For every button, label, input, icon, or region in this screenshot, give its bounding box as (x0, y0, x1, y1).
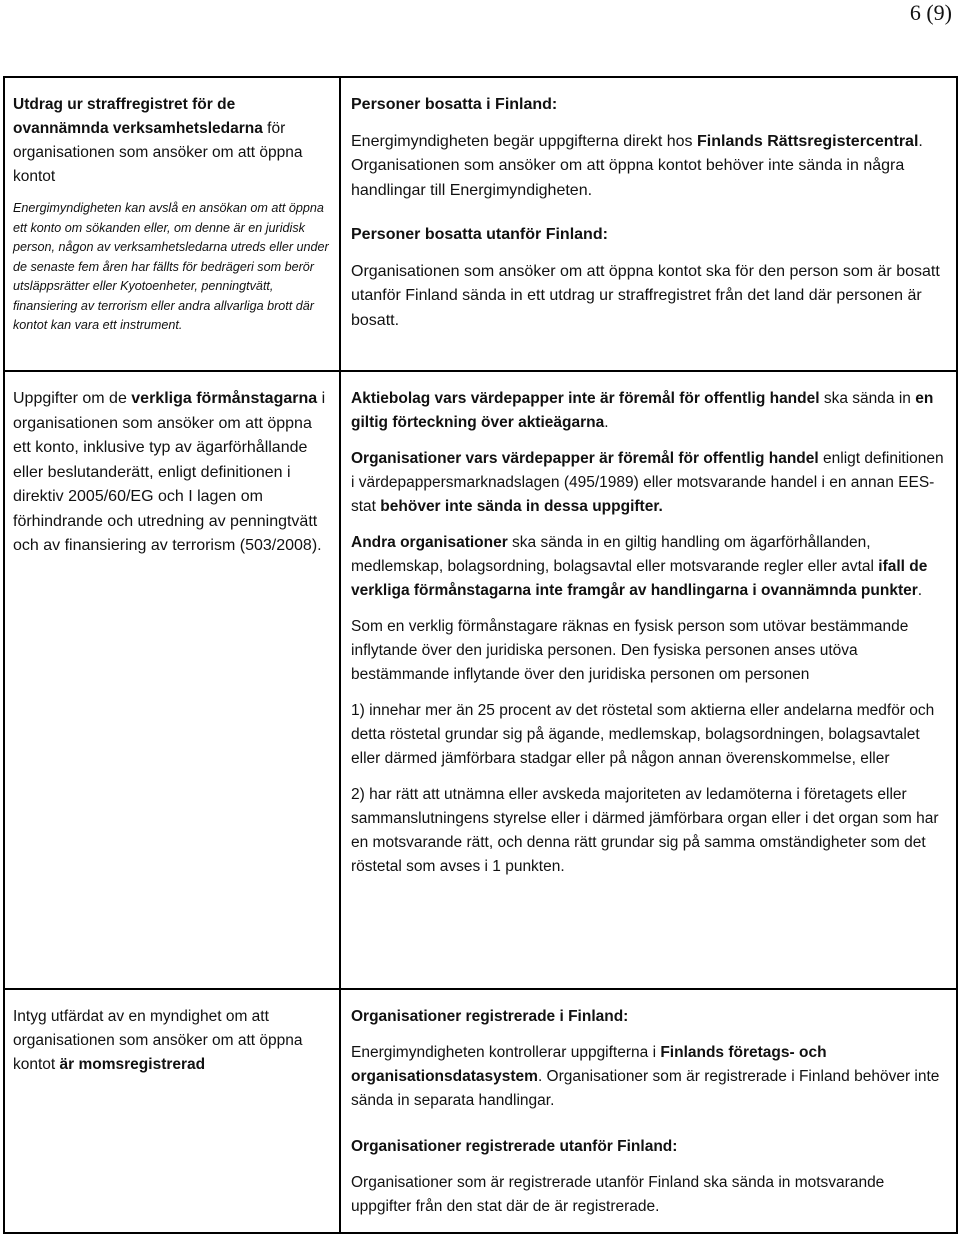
listed-organisations-text: Organisationer vars värdepapper är föremål för offentlig handel enligt definitionen i värdepappersmarknadslagen (495/1989) eller motsvarande handel i en annan EES-stat behöver inte sända in dessa uppgifter. (351, 450, 944, 515)
vat-info-cell (340, 989, 957, 1233)
table-row (4, 371, 957, 989)
beneficial-owners-label-cell (4, 371, 340, 989)
criminal-record-heading-rest: för organisationen som ansöker om att öppna kontot (13, 120, 303, 185)
registered-abroad-text: Organisationer som är registrerade utanför Finland ska sända in motsvarande uppgifter från den stat där de är registrerade. (351, 1174, 885, 1215)
document-table (3, 76, 958, 1234)
other-organisations-text: Andra organisationer ska sända in en giltig handling om ägarförhållanden, medlemskap, bolagsordning, bolagsavtal eller motsvarande regler eller avtal ifall de verkliga förmånstagarna inte framgår av handlingarna i ovannämnda punkter. (351, 534, 928, 599)
table-row (4, 989, 957, 1233)
definition-point-2: 2) har rätt att utnämna eller avskeda majoriteten av ledamöterna i företagets eller sammanslutningens styrelse eller i därmed jämförbara organ eller i det organ som har en motsvarande rätt, och denna rätt grundar sig på samma omständigheter som det röstetal som avses i 1 punkten. (351, 786, 939, 875)
definition-point-1: 1) innehar mer än 25 procent av det röstetal som aktierna eller andelarna medför och detta röstetal grundar sig på ägande, medlemskap, bolagsordningen, bolagsavtalet eller därmed jämförbara stadgar eller på någon annan överenskommelse, eller (351, 702, 935, 767)
criminal-record-note: Energimyndigheten kan avslå en ansökan om att öppna ett konto om sökanden eller, om denne är en juridisk person, någon av verksamhetsledarna utreds eller under de senaste fem åren har fällts för bedrägeri som berör utsläppsrätter eller Kyotoenheter, penningtvätt, finansiering av terrorism eller andra allvarliga brott där kontot kan vara ett instrument. (13, 201, 329, 332)
beneficial-owner-definition: Som en verklig förmånstagare räknas en fysisk person som utövar bestämmande inflytande över den juridiska personen. Den fysiska personen anses utöva bestämmande inflytande över den juridiska personen om personen (351, 618, 909, 683)
table-row (4, 77, 957, 371)
beneficial-owners-info-cell (340, 371, 957, 989)
registered-finland-heading: Organisationer registrerade i Finland: (351, 1008, 629, 1025)
residents-finland-text: Energimyndigheten begär uppgifterna direkt hos Finlands Rättsregistercentral. Organisationen som ansöker om att öppna kontot behöver inte sända in några handlingar till Energimyndigheten. (351, 132, 923, 199)
page-number: 6 (9) (909, 0, 952, 25)
criminal-record-info-cell (340, 77, 957, 371)
vat-certificate-label: Intyg utfärdat av en myndighet om att organisationen som ansöker om att öppna kontot är momsregistrerad (13, 1008, 303, 1073)
residents-abroad-heading: Personer bosatta utanför Finland: (351, 226, 608, 243)
vat-label-cell (4, 989, 340, 1233)
criminal-record-heading (13, 93, 331, 189)
criminal-record-label-cell (4, 77, 340, 371)
beneficial-owners-label: Uppgifter om de verkliga förmånstagarna i organisationen som ansöker om att öppna ett konto, inklusive typ av ägarförhållande eller beslutanderätt, enligt definitionen i direktiv 2005/60/EG och I lagen om förhindrande och utredning av penningtvätt och av finansiering av terrorism (503/2008). (13, 390, 326, 554)
limited-companies-text: Aktiebolag vars värdepapper inte är föremål för offentlig handel ska sända in en giltig förteckning över aktieägarna. (351, 390, 934, 431)
registered-finland-text: Energimyndigheten kontrollerar uppgifterna i Finlands företags- och organisationsdatasystem. Organisationer som är registrerade i Finland behöver inte sända in separata handlingar. (351, 1044, 940, 1109)
residents-finland-heading: Personer bosatta i Finland: (351, 96, 558, 113)
registered-abroad-heading: Organisationer registrerade utanför Finland: (351, 1138, 678, 1155)
residents-abroad-text: Organisationen som ansöker om att öppna kontot ska för den person som är bosatt utanför Finland sända in ett utdrag ur straffregistret från det land där personen är bosatt. (351, 262, 940, 329)
criminal-record-heading-bold: Utdrag ur straffregistret för de ovannämnda verksamhetsledarna (13, 96, 263, 137)
